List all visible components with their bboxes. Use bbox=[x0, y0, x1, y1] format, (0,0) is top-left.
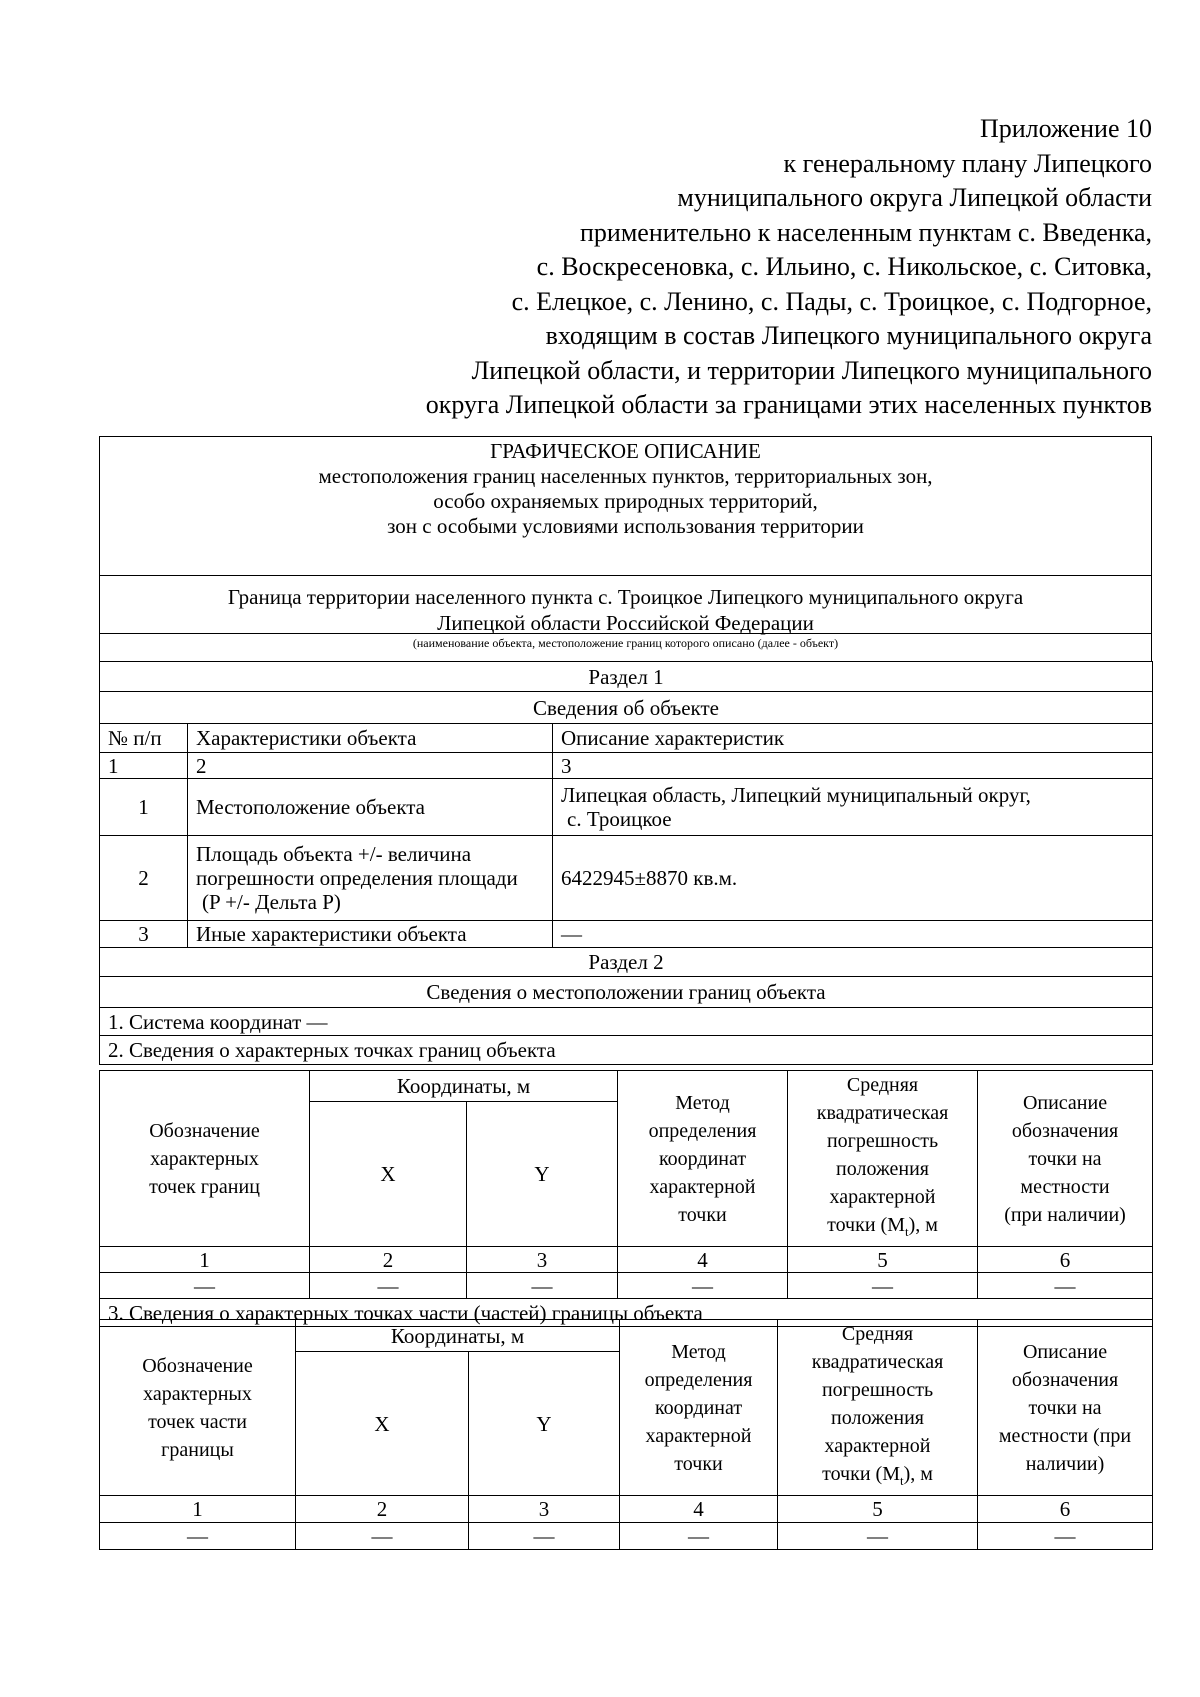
header-line: границы bbox=[161, 1438, 234, 1461]
header-text: ), м bbox=[903, 1463, 933, 1485]
column-number: 6 bbox=[978, 1247, 1153, 1273]
description-header bbox=[978, 1320, 1153, 1496]
header-line: характерных bbox=[143, 1382, 252, 1405]
row-name-line: погрешности определения площади bbox=[196, 866, 518, 890]
header-line: определения bbox=[648, 1119, 757, 1142]
header-line: характерной bbox=[824, 1435, 931, 1457]
header-line: положения bbox=[831, 1407, 924, 1429]
section1-table bbox=[99, 661, 1153, 1065]
x-header: X bbox=[296, 1352, 469, 1496]
object-note: (наименование объекта, местоположение границ которого описано (далее - объект) bbox=[412, 636, 839, 650]
header-line: Описание bbox=[1022, 1091, 1108, 1114]
y-header: Y bbox=[467, 1102, 618, 1247]
header-line: наличии) bbox=[1025, 1452, 1105, 1475]
points-table bbox=[99, 1070, 1153, 1327]
header-text: точки (M bbox=[822, 1463, 900, 1485]
header-line: Метод bbox=[671, 1340, 726, 1363]
y-header: Y bbox=[469, 1352, 620, 1496]
header-line: Обозначение bbox=[149, 1119, 260, 1142]
appendix-line: Липецкой области, и территории Липецкого муниципального bbox=[471, 355, 1152, 385]
column-number: 3 bbox=[467, 1247, 618, 1273]
row-number: 3 bbox=[100, 921, 188, 948]
section1-title: Сведения об объекте bbox=[100, 692, 1153, 724]
column-number: 1 bbox=[100, 753, 188, 779]
header-line: характерной bbox=[645, 1424, 752, 1447]
title-frame bbox=[99, 436, 1152, 661]
row-name-line: Площадь объекта +/- величина bbox=[196, 842, 472, 866]
column-number: 5 bbox=[778, 1496, 978, 1523]
header-line bbox=[786, 1460, 969, 1495]
header-text: точки (M bbox=[827, 1214, 905, 1236]
row-name: Иные характеристики объекта bbox=[188, 921, 553, 948]
header-line bbox=[796, 1211, 969, 1246]
header-line: точки bbox=[674, 1452, 723, 1475]
row-value: — bbox=[553, 921, 1153, 948]
coordinate-system: 1. Система координат — bbox=[100, 1008, 1153, 1036]
column-number: 3 bbox=[553, 753, 1153, 779]
designation-header bbox=[100, 1071, 310, 1247]
header-line: Средняя bbox=[846, 1074, 919, 1096]
header-line: точки на bbox=[1028, 1147, 1102, 1170]
column-number: 4 bbox=[618, 1247, 788, 1273]
column-number: 6 bbox=[978, 1496, 1153, 1523]
column-number: 4 bbox=[620, 1496, 778, 1523]
header-line: местности bbox=[1020, 1175, 1110, 1198]
header-line: координат bbox=[654, 1396, 743, 1419]
header-line: погрешность bbox=[821, 1379, 934, 1401]
row-name-line: (P +/- Дельта P) bbox=[202, 890, 341, 914]
row-name: Местоположение объекта bbox=[188, 779, 553, 836]
error-header bbox=[778, 1320, 978, 1496]
empty-cell: — bbox=[310, 1273, 467, 1299]
header-line: погрешность bbox=[826, 1130, 939, 1152]
column-number: 2 bbox=[310, 1247, 467, 1273]
header-line: координат bbox=[658, 1147, 747, 1170]
column-number: 3 bbox=[469, 1496, 620, 1523]
appendix-line: муниципального округа Липецкой области bbox=[677, 183, 1152, 212]
method-header bbox=[618, 1071, 788, 1247]
column-number: 2 bbox=[188, 753, 553, 779]
header-line: определения bbox=[644, 1368, 753, 1391]
header-line: точек границ bbox=[149, 1175, 260, 1198]
empty-cell: — bbox=[978, 1273, 1153, 1299]
header-line: обозначения bbox=[1011, 1368, 1119, 1391]
appendix-line: входящим в состав Липецкого муниципального округа bbox=[545, 321, 1152, 350]
header-number: № п/п bbox=[100, 724, 188, 753]
object-name-line: Липецкой области Российской Федерации bbox=[437, 611, 814, 635]
column-number: 1 bbox=[100, 1247, 310, 1273]
header-line: точки bbox=[678, 1203, 727, 1226]
empty-cell: — bbox=[778, 1523, 978, 1550]
empty-cell: — bbox=[978, 1523, 1153, 1550]
x-header: X bbox=[310, 1102, 467, 1247]
appendix-line: Приложение 10 bbox=[979, 114, 1152, 143]
column-number: 2 bbox=[296, 1496, 469, 1523]
header-line: обозначения bbox=[1011, 1119, 1119, 1142]
object-name-line: Граница территории населенного пункта с. Троицкое Липецкого муниципального округа bbox=[227, 585, 1024, 609]
header-characteristic: Характеристики объекта bbox=[188, 724, 553, 753]
column-number: 1 bbox=[100, 1496, 296, 1523]
appendix-header bbox=[252, 112, 1152, 423]
designation-part-header bbox=[100, 1320, 296, 1496]
header-line: Метод bbox=[675, 1091, 730, 1114]
header-line: характерных bbox=[150, 1147, 259, 1170]
header-line: местности (при bbox=[998, 1424, 1132, 1447]
row-number: 1 bbox=[100, 779, 188, 836]
header-line: квадратическая bbox=[816, 1102, 949, 1124]
section1-label: Раздел 1 bbox=[100, 662, 1153, 692]
method-header bbox=[620, 1320, 778, 1496]
row-value bbox=[553, 779, 1153, 836]
empty-cell: — bbox=[620, 1523, 778, 1550]
header-line: (при наличии) bbox=[1004, 1203, 1126, 1226]
coordinates-header: Координаты, м bbox=[296, 1320, 620, 1352]
header-line: квадратическая bbox=[811, 1351, 944, 1373]
header-description: Описание характеристик bbox=[553, 724, 1153, 753]
subscript: t bbox=[899, 1473, 904, 1488]
row-value-line: Липецкая область, Липецкий муниципальный округ, bbox=[561, 783, 1031, 807]
empty-cell: — bbox=[467, 1273, 618, 1299]
header-text: ), м bbox=[908, 1214, 938, 1236]
empty-cell: — bbox=[100, 1523, 296, 1550]
subscript: t bbox=[904, 1224, 909, 1239]
points-title: 2. Сведения о характерных точках границ объекта bbox=[100, 1036, 1153, 1065]
row-value-line: с. Троицкое bbox=[567, 807, 672, 831]
title-line: местоположения границ населенных пунктов, территориальных зон, bbox=[318, 464, 933, 488]
appendix-line: округа Липецкой области за границами этих населенных пунктов bbox=[425, 390, 1152, 419]
description-header bbox=[978, 1071, 1153, 1247]
empty-cell: — bbox=[296, 1523, 469, 1550]
appendix-line: применительно к населенным пунктам с. Введенка, bbox=[580, 217, 1152, 247]
document-title: ГРАФИЧЕСКОЕ ОПИСАНИЕ bbox=[490, 439, 761, 463]
header-line: положения bbox=[836, 1158, 929, 1180]
row-value: 6422945±8870 кв.м. bbox=[553, 836, 1153, 921]
title-block bbox=[100, 437, 1151, 576]
error-header bbox=[788, 1071, 978, 1247]
header-line: характерной bbox=[649, 1175, 756, 1198]
header-line: точки на bbox=[1028, 1396, 1102, 1419]
section2-title: Сведения о местоположении границ объекта bbox=[100, 977, 1153, 1008]
appendix-line: с. Воскресеновка, с. Ильино, с. Никольское, с. Ситовка, bbox=[536, 252, 1152, 281]
header-line: точек части bbox=[148, 1410, 247, 1433]
section2-label: Раздел 2 bbox=[100, 948, 1153, 977]
appendix-line: к генеральному плану Липецкого bbox=[783, 148, 1152, 178]
empty-cell: — bbox=[469, 1523, 620, 1550]
object-name bbox=[100, 576, 1151, 634]
empty-cell: — bbox=[788, 1273, 978, 1299]
empty-cell: — bbox=[100, 1273, 310, 1299]
part-points-table bbox=[99, 1319, 1153, 1550]
header-line: характерной bbox=[829, 1186, 936, 1208]
title-line: зон с особыми условиями использования территории bbox=[387, 514, 864, 538]
coordinates-header: Координаты, м bbox=[310, 1071, 618, 1102]
row-name bbox=[188, 836, 553, 921]
parts-title: 3. Сведения о характерных точках части (частей) границы объекта bbox=[100, 1299, 1153, 1327]
header-line: Обозначение bbox=[142, 1354, 253, 1377]
title-line: особо охраняемых природных территорий, bbox=[433, 489, 818, 513]
appendix-line: с. Елецкое, с. Ленино, с. Пады, с. Троицкое, с. Подгорное, bbox=[511, 286, 1152, 316]
row-number: 2 bbox=[100, 836, 188, 921]
empty-cell: — bbox=[618, 1273, 788, 1299]
column-number: 5 bbox=[788, 1247, 978, 1273]
header-line: Средняя bbox=[841, 1323, 914, 1345]
header-line: Описание bbox=[1022, 1340, 1108, 1363]
